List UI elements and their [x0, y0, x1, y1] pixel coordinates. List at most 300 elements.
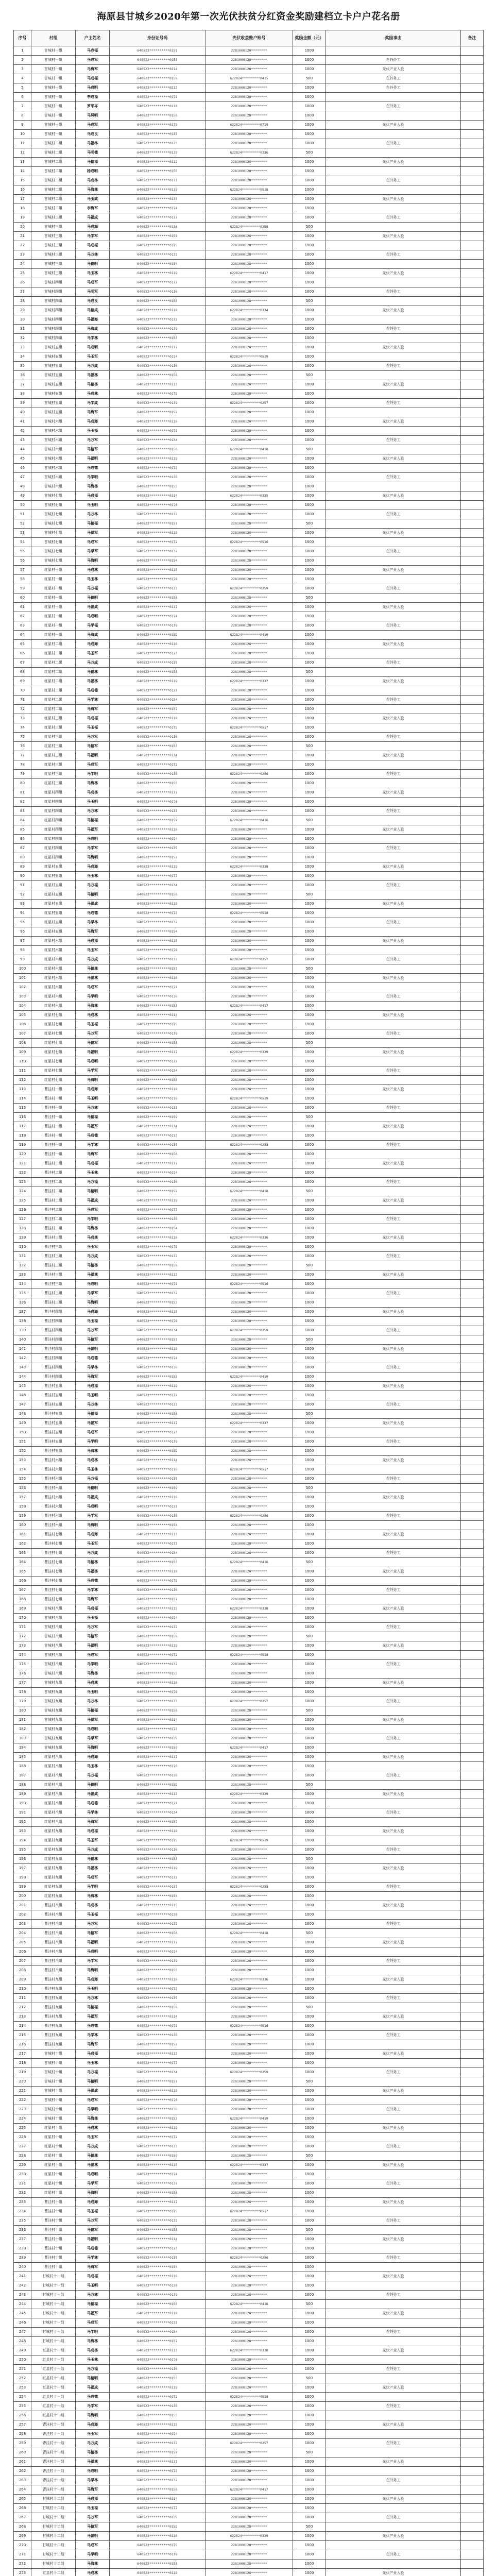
cell-village: 甘城村十二组 [31, 2550, 76, 2560]
cell-id-number: 640522**********0154 [110, 1892, 205, 1901]
cell-amount: 1000 [293, 1892, 326, 1901]
cell-id-number: 640522**********0153 [110, 1002, 205, 1011]
cell-account: 2281000128******** [205, 1029, 293, 1039]
header-cell-village: 村组 [31, 30, 76, 46]
cell-name: 马成军 [76, 56, 110, 65]
cell-account: 2281000128******** [205, 436, 293, 445]
table-row [14, 566, 484, 575]
cell-amount: 1000 [293, 881, 326, 890]
cell-remark [461, 176, 484, 185]
cell-reason [326, 1651, 461, 1660]
cell-id-number: 640522**********0139 [110, 1029, 205, 1039]
cell-id-number: 640522**********0172 [110, 2133, 205, 2142]
cell-index: 245 [14, 2309, 31, 2318]
cell-reason: 在外务工 [326, 1957, 461, 1966]
cell-name: 马学军 [76, 2402, 110, 2411]
table-row [14, 1920, 484, 1929]
cell-amount: 500 [293, 2077, 326, 2087]
cell-name: 马玉明 [76, 2281, 110, 2291]
cell-remark [461, 2198, 484, 2207]
cell-amount: 1000 [293, 955, 326, 964]
table-row [14, 538, 484, 547]
cell-name: 马德明 [76, 594, 110, 603]
cell-amount: 1000 [293, 269, 326, 278]
cell-id-number: 640522**********0174 [110, 204, 205, 213]
cell-reason [326, 649, 461, 658]
cell-reason: 在外务工 [326, 2402, 461, 2411]
table-row [14, 1697, 484, 1706]
table-row [14, 779, 484, 788]
cell-id-number: 640522**********0155 [110, 482, 205, 492]
cell-account: 622824*********0258 [205, 223, 293, 232]
table-row [14, 1567, 484, 1577]
cell-index: 162 [14, 1539, 31, 1549]
table-row [14, 362, 484, 371]
cell-village: 曹洼村十一组 [31, 2439, 76, 2448]
cell-village: 红星村四组 [31, 816, 76, 825]
cell-remark [461, 1947, 484, 1957]
cell-account: 2281000128******** [205, 946, 293, 955]
cell-remark [461, 148, 484, 158]
cell-remark [461, 510, 484, 519]
cell-index: 15 [14, 176, 31, 185]
cell-id-number: 640522**********0113 [110, 2049, 205, 2059]
table-row [14, 1883, 484, 1892]
cell-remark [461, 547, 484, 556]
cell-amount: 1000 [293, 2142, 326, 2151]
cell-amount: 1000 [293, 2532, 326, 2541]
cell-id-number: 640522**********0152 [110, 631, 205, 640]
table-row [14, 482, 484, 492]
cell-reason [326, 2226, 461, 2235]
cell-reason [326, 946, 461, 955]
table-row [14, 519, 484, 529]
cell-remark [461, 139, 484, 148]
cell-index: 59 [14, 584, 31, 594]
cell-name: 马成海 [76, 2198, 110, 2207]
cell-name: 马成林 [76, 2569, 110, 2576]
cell-account: 2281000128******** [205, 1456, 293, 1465]
table-row [14, 501, 484, 510]
table-row [14, 2328, 484, 2337]
cell-index: 143 [14, 1363, 31, 1372]
cell-name: 马成林 [76, 2346, 110, 2355]
cell-account: 622824*********0417 [205, 1743, 293, 1753]
cell-index: 56 [14, 556, 31, 566]
cell-remark [461, 306, 484, 315]
cell-village: 红星村十一组 [31, 2374, 76, 2383]
cell-village: 红星村三组 [31, 742, 76, 751]
table-row [14, 1855, 484, 1864]
cell-remark [461, 1094, 484, 1104]
cell-village: 甘城村四组 [31, 334, 76, 343]
cell-name: 马万成 [76, 2439, 110, 2448]
cell-index: 243 [14, 2291, 31, 2300]
cell-amount: 1000 [293, 492, 326, 501]
cell-reason: 在外务工 [326, 1623, 461, 1632]
cell-id-number: 640522**********0115 [110, 2420, 205, 2430]
cell-index: 240 [14, 2263, 31, 2272]
cell-index: 12 [14, 148, 31, 158]
cell-amount: 1000 [293, 937, 326, 946]
cell-amount: 500 [293, 74, 326, 83]
cell-reason: 在外务工 [326, 1066, 461, 1076]
cell-amount: 1000 [293, 111, 326, 121]
cell-village: 红星村四组 [31, 788, 76, 798]
cell-remark [461, 408, 484, 417]
cell-amount: 500 [293, 1113, 326, 1122]
cell-remark [461, 2467, 484, 2476]
cell-reason [326, 46, 461, 56]
cell-id-number: 640522**********0116 [110, 974, 205, 983]
cell-account: 2281000128******** [205, 742, 293, 751]
cell-account: 2281000128******** [205, 297, 293, 306]
table-row [14, 2485, 484, 2495]
cell-index: 197 [14, 1864, 31, 1873]
cell-name: 马福成 [76, 1196, 110, 1206]
cell-reason [326, 519, 461, 529]
cell-amount: 1000 [293, 1818, 326, 1827]
cell-id-number: 640522**********0118 [110, 1827, 205, 1836]
cell-index: 133 [14, 1270, 31, 1280]
table-row [14, 1910, 484, 1920]
cell-village: 曹洼村四组 [31, 1335, 76, 1345]
cell-reason [326, 890, 461, 900]
cell-id-number: 640522**********0177 [110, 1539, 205, 1549]
cell-index: 190 [14, 1799, 31, 1808]
cell-account: 2281000128******** [205, 1104, 293, 1113]
cell-name: 马海林 [76, 1224, 110, 1233]
cell-account: 2281000128******** [205, 594, 293, 603]
cell-village: 曹洼村三组 [31, 1233, 76, 1243]
cell-village: 曹洼村七组 [31, 1530, 76, 1539]
cell-village: 红星村十一组 [31, 2355, 76, 2365]
cell-amount: 1000 [293, 427, 326, 436]
cell-account: 2281000128******** [205, 241, 293, 250]
cell-name: 马福林 [76, 371, 110, 380]
cell-reason: 在外务工 [326, 1808, 461, 1818]
cell-id-number: 640522**********0133 [110, 2142, 205, 2151]
cell-name: 马学明 [76, 1660, 110, 1669]
cell-remark [461, 807, 484, 816]
cell-remark [461, 835, 484, 844]
cell-index: 145 [14, 1382, 31, 1391]
cell-village: 红星村九组 [31, 1873, 76, 1883]
cell-village: 曹洼村七组 [31, 1558, 76, 1567]
cell-name: 马克福 [76, 46, 110, 56]
table-row [14, 2087, 484, 2096]
cell-index: 209 [14, 1975, 31, 1985]
cell-amount: 1000 [293, 1883, 326, 1892]
cell-reason [326, 556, 461, 566]
cell-id-number: 640522**********0175 [110, 2541, 205, 2550]
cell-name: 马海军 [76, 927, 110, 937]
cell-index: 21 [14, 232, 31, 241]
cell-remark [461, 1910, 484, 1920]
cell-remark [461, 185, 484, 195]
cell-remark [461, 1957, 484, 1966]
cell-name: 马福军 [76, 1419, 110, 1428]
cell-name: 马学明 [76, 1215, 110, 1224]
cell-village: 红星村六组 [31, 964, 76, 974]
cell-name: 马万成 [76, 1845, 110, 1855]
table-row [14, 1289, 484, 1298]
cell-name: 马学明 [76, 770, 110, 779]
cell-reason: 光伏产业入股 [326, 2161, 461, 2170]
cell-id-number: 640522**********0159 [110, 1743, 205, 1753]
cell-reason [326, 686, 461, 696]
cell-id-number: 640522**********0136 [110, 2365, 205, 2374]
cell-id-number: 640522**********0137 [110, 2476, 205, 2485]
cell-amount: 1000 [293, 436, 326, 445]
cell-remark [461, 56, 484, 65]
table-row [14, 2281, 484, 2291]
cell-id-number: 640522**********0153 [110, 334, 205, 343]
cell-amount: 1000 [293, 779, 326, 788]
cell-remark [461, 1836, 484, 1845]
cell-remark [461, 352, 484, 362]
cell-index: 222 [14, 2096, 31, 2105]
table-row [14, 2420, 484, 2430]
cell-index: 62 [14, 612, 31, 621]
cell-name: 马成德 [76, 1354, 110, 1363]
cell-amount: 1000 [293, 658, 326, 668]
cell-account: 2281000128******** [205, 158, 293, 167]
cell-index: 109 [14, 1048, 31, 1057]
cell-id-number: 640522**********0135 [110, 130, 205, 139]
cell-amount: 1000 [293, 1901, 326, 1910]
cell-index: 31 [14, 325, 31, 334]
cell-remark [461, 1270, 484, 1280]
cell-remark [461, 2068, 484, 2077]
cell-account: 2281000128******** [205, 362, 293, 371]
cell-amount: 1000 [293, 1743, 326, 1753]
cell-village: 红星村三组 [31, 770, 76, 779]
cell-amount: 1000 [293, 380, 326, 389]
cell-name: 马万林 [76, 1104, 110, 1113]
cell-index: 64 [14, 631, 31, 640]
cell-account: 622824*********0339 [205, 1048, 293, 1057]
cell-name: 马成海 [76, 417, 110, 427]
cell-village: 红星村九组 [31, 1883, 76, 1892]
cell-reason [326, 1465, 461, 1475]
table-row [14, 2124, 484, 2133]
cell-reason [326, 1410, 461, 1419]
cell-remark [461, 1753, 484, 1762]
cell-id-number: 640522**********0118 [110, 2309, 205, 2318]
cell-village: 甘城村六组 [31, 445, 76, 454]
cell-village: 甘城村九组 [31, 1716, 76, 1725]
cell-village: 红星村三组 [31, 779, 76, 788]
cell-index: 152 [14, 1447, 31, 1456]
cell-index: 135 [14, 1289, 31, 1298]
cell-account: 2281000128******** [205, 2040, 293, 2049]
cell-name: 马海林 [76, 1002, 110, 1011]
cell-amount: 1000 [293, 1048, 326, 1057]
table-row [14, 83, 484, 93]
cell-index: 91 [14, 881, 31, 890]
cell-id-number: 640522**********0178 [110, 1317, 205, 1326]
cell-amount: 1000 [293, 2439, 326, 2448]
cell-name: 马福军 [76, 2012, 110, 2022]
cell-id-number: 640522**********0133 [110, 1400, 205, 1410]
cell-account: 2281000128******** [205, 1753, 293, 1762]
cell-name: 马海军 [76, 1595, 110, 1604]
cell-village: 红星村十组 [31, 2133, 76, 2142]
cell-account: 2281000128******** [205, 2458, 293, 2467]
cell-amount: 1000 [293, 1196, 326, 1206]
cell-account: 2281000128******** [205, 1614, 293, 1623]
cell-village: 甘城村十一组 [31, 2291, 76, 2300]
cell-id-number: 640522**********0152 [110, 853, 205, 862]
cell-id-number: 640522**********0176 [110, 1094, 205, 1104]
cell-amount: 1000 [293, 2420, 326, 2430]
table-row [14, 2189, 484, 2198]
cell-reason: 光伏产业入股 [326, 529, 461, 538]
cell-index: 246 [14, 2318, 31, 2328]
cell-name: 马学明 [76, 2328, 110, 2337]
cell-reason: 光伏产业入股 [326, 343, 461, 352]
table-row [14, 686, 484, 696]
cell-village: 甘城村十组 [31, 2077, 76, 2087]
cell-id-number: 640522**********0132 [110, 1252, 205, 1261]
cell-account: 622824*********0257 [205, 399, 293, 408]
cell-index: 1 [14, 46, 31, 56]
cell-id-number: 640522**********0157 [110, 2077, 205, 2087]
cell-index: 206 [14, 1947, 31, 1957]
cell-account: 2281000128******** [205, 1215, 293, 1224]
cell-amount: 1000 [293, 1947, 326, 1957]
cell-name: 马福军 [76, 1122, 110, 1131]
cell-remark [461, 2226, 484, 2235]
table-row [14, 1669, 484, 1679]
cell-id-number: 640522**********0175 [110, 2207, 205, 2216]
cell-remark [461, 2179, 484, 2189]
cell-id-number: 640522**********0136 [110, 1586, 205, 1595]
cell-remark [461, 1651, 484, 1660]
cell-id-number: 640522**********0134 [110, 1808, 205, 1818]
cell-account: 2281000128******** [205, 900, 293, 909]
cell-remark [461, 46, 484, 56]
cell-remark [461, 927, 484, 937]
cell-account: 2281000128******** [205, 2495, 293, 2504]
cell-account: 2281000128******** [205, 2049, 293, 2059]
cell-index: 46 [14, 464, 31, 473]
cell-name: 马德明 [76, 2077, 110, 2087]
cell-index: 45 [14, 454, 31, 464]
cell-amount: 1000 [293, 2207, 326, 2216]
cell-name: 马万军 [76, 733, 110, 742]
cell-id-number: 640522**********0117 [110, 788, 205, 798]
cell-index: 235 [14, 2216, 31, 2226]
cell-amount: 1000 [293, 1085, 326, 1094]
cell-reason: 在外务工 [326, 881, 461, 890]
cell-remark [461, 1549, 484, 1558]
cell-village: 红星村四组 [31, 844, 76, 853]
cell-index: 159 [14, 1512, 31, 1521]
cell-remark [461, 130, 484, 139]
cell-reason [326, 2133, 461, 2142]
cell-amount: 1000 [293, 1456, 326, 1465]
cell-index: 257 [14, 2420, 31, 2430]
cell-village: 甘城村十二组 [31, 2504, 76, 2513]
cell-id-number: 640522**********0173 [110, 139, 205, 148]
cell-remark [461, 2458, 484, 2467]
cell-account: 622824*********0338 [205, 1604, 293, 1614]
cell-amount: 1000 [293, 1233, 326, 1243]
cell-name: 马海军 [76, 1150, 110, 1159]
cell-village: 曹洼村六组 [31, 1475, 76, 1484]
cell-id-number: 640522**********0116 [110, 825, 205, 835]
cell-account: 2281000128******** [205, 2522, 293, 2532]
cell-village: 红星村九组 [31, 1836, 76, 1845]
cell-remark [461, 1252, 484, 1261]
table-row [14, 1363, 484, 1372]
table-row [14, 760, 484, 770]
cell-account: 2281000128******** [205, 658, 293, 668]
cell-remark [461, 1048, 484, 1057]
cell-reason: 在外务工 [326, 2031, 461, 2040]
cell-name: 马成林 [76, 1011, 110, 1020]
cell-account: 2281000128******** [205, 621, 293, 631]
cell-account: 622824*********0257 [205, 1697, 293, 1706]
cell-remark [461, 2420, 484, 2430]
table-row [14, 436, 484, 445]
cell-id-number: 640522**********0214 [110, 65, 205, 74]
cell-index: 168 [14, 1595, 31, 1604]
cell-village: 曹洼村五组 [31, 1437, 76, 1447]
cell-account: 2281000128******** [205, 1317, 293, 1326]
cell-account: 622824*********0258 [205, 1883, 293, 1892]
table-row [14, 176, 484, 185]
cell-reason [326, 2059, 461, 2068]
cell-remark [461, 1512, 484, 1521]
cell-remark [461, 1391, 484, 1400]
cell-account: 2281000128******** [205, 825, 293, 835]
cell-index: 54 [14, 538, 31, 547]
table-row [14, 1233, 484, 1243]
cell-id-number: 640522**********0118 [110, 2087, 205, 2096]
cell-id-number: 640522**********0174 [110, 835, 205, 844]
cell-reason [326, 167, 461, 176]
table-row [14, 1335, 484, 1345]
cell-account: 2281000128******** [205, 1400, 293, 1410]
cell-index: 119 [14, 1141, 31, 1150]
cell-account: 2281000128******** [205, 1864, 293, 1873]
cell-index: 131 [14, 1252, 31, 1261]
cell-reason [326, 1317, 461, 1326]
cell-index: 184 [14, 1743, 31, 1753]
cell-amount: 1000 [293, 1966, 326, 1975]
cell-remark [461, 890, 484, 900]
cell-account: 2281000128******** [205, 2513, 293, 2522]
cell-village: 红星村三组 [31, 714, 76, 723]
cell-id-number: 640522**********0116 [110, 640, 205, 649]
cell-reason [326, 1910, 461, 1920]
cell-name: 马海明 [76, 1521, 110, 1530]
cell-remark [461, 2114, 484, 2124]
cell-village: 曹洼村五组 [31, 1419, 76, 1428]
table-row [14, 1354, 484, 1363]
header-cell-remark: 备注 [461, 30, 484, 46]
cell-name: 马万成 [76, 2142, 110, 2151]
cell-remark [461, 862, 484, 872]
cell-amount: 1000 [293, 343, 326, 352]
table-row [14, 1002, 484, 1011]
cell-account: 2281000128******** [205, 556, 293, 566]
table-row [14, 1827, 484, 1836]
cell-account: 2281000128******** [205, 2383, 293, 2393]
